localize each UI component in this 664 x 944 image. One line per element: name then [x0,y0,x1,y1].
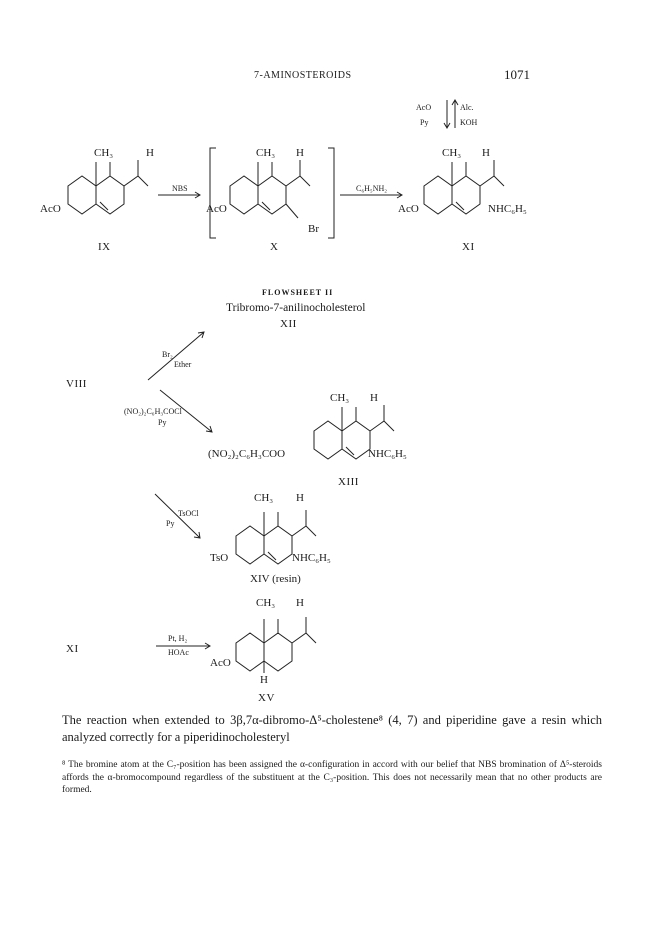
ix-h: H [146,147,154,159]
bracket-left [210,148,216,238]
xi-aco: AcO [398,203,419,215]
eq-alc: Alc. [460,103,474,112]
xiii-h: H [370,392,378,404]
x-ch3: CH₃ [256,147,276,159]
xv-h: H [296,597,304,609]
xiii-label: XIII [338,476,359,488]
page-number: 1071 [504,67,530,82]
flowsheet-subtitle-label: XII [280,318,297,330]
x-h: H [296,147,304,159]
body-paragraph: The reaction when extended to 3β,7α-dibromo-Δ⁵-cholestene⁸ (4, 7) and piperidine gave a resin which analyzed correctly for a piperidinocholesteryl [62,713,602,744]
xiv-h: H [296,492,304,504]
xv-aco: AcO [210,657,231,669]
arrow-up [452,100,458,128]
x-aco: AcO [206,203,227,215]
start-xi: XI [66,643,79,655]
reagent-py2: Py [166,519,175,528]
xi-label: XI [462,241,475,253]
ix-label: IX [98,241,111,253]
eq-aco: AcO [416,103,432,112]
reagent-tsocl: TsOCl [178,509,199,518]
eq-py: Py [420,118,429,127]
xi-ch3: CH₃ [442,147,462,159]
start-viii: VIII [66,378,87,390]
ix-ch3: CH₃ [94,147,114,159]
steroid-ix [68,160,148,214]
flowsheet-title: FLOWSHEET II [262,288,334,297]
bracket-right [328,148,334,238]
running-header: 7-AMINOSTEROIDS [254,70,352,81]
reagent-pt: Pt, H₂ [168,634,188,643]
arrow-br2 [148,332,204,380]
reagent-nbs: NBS [172,184,188,193]
reagent-py1: Py [158,418,167,427]
xiii-ch3: CH₃ [330,392,350,404]
arrow-down [444,100,450,128]
reagent-aniline: C₆H₅NH₂ [356,184,388,193]
xiv-label: XIV (resin) [250,573,301,585]
steroid-x [230,160,310,218]
xv-ch3: CH₃ [256,597,276,609]
eq-koh: KOH [460,118,478,127]
footnote: ⁸ The bromine atom at the C₇-position has been assigned the α-configuration in accord with our belief that NBS bromination of Δ⁵-steroids affords the α-bromocompound regardless of the substituent at the C₃-position. This does not necessarily mean that no other products are formed. [62,760,602,795]
x-label: X [270,241,279,253]
xv-h-bottom: H [260,674,268,686]
xiii-ester: (NO₂)₂C₆H₃COO [208,448,286,460]
reagent-hoac: HOAc [168,648,189,657]
reagent-dnbz: (NO₂)₂C₆H₃COCl [124,407,182,416]
xi-h: H [482,147,490,159]
xv-label: XV [258,692,275,704]
x-br: Br [308,223,319,235]
xiv-tso: TsO [210,552,229,564]
xiv-nhc6h5: NHC₆H₅ [292,552,331,564]
xiii-nhc6h5: NHC₆H₅ [368,448,407,460]
ix-aco: AcO [40,203,61,215]
reagent-ether: Ether [174,360,192,369]
flowsheet-subtitle: Tribromo-7-anilinocholesterol [226,302,366,314]
steroid-xv [236,617,316,673]
xi-nhc6h5: NHC₆H₅ [488,203,527,215]
xiv-ch3: CH₃ [254,492,274,504]
reagent-br2: Br₂ [162,350,173,359]
